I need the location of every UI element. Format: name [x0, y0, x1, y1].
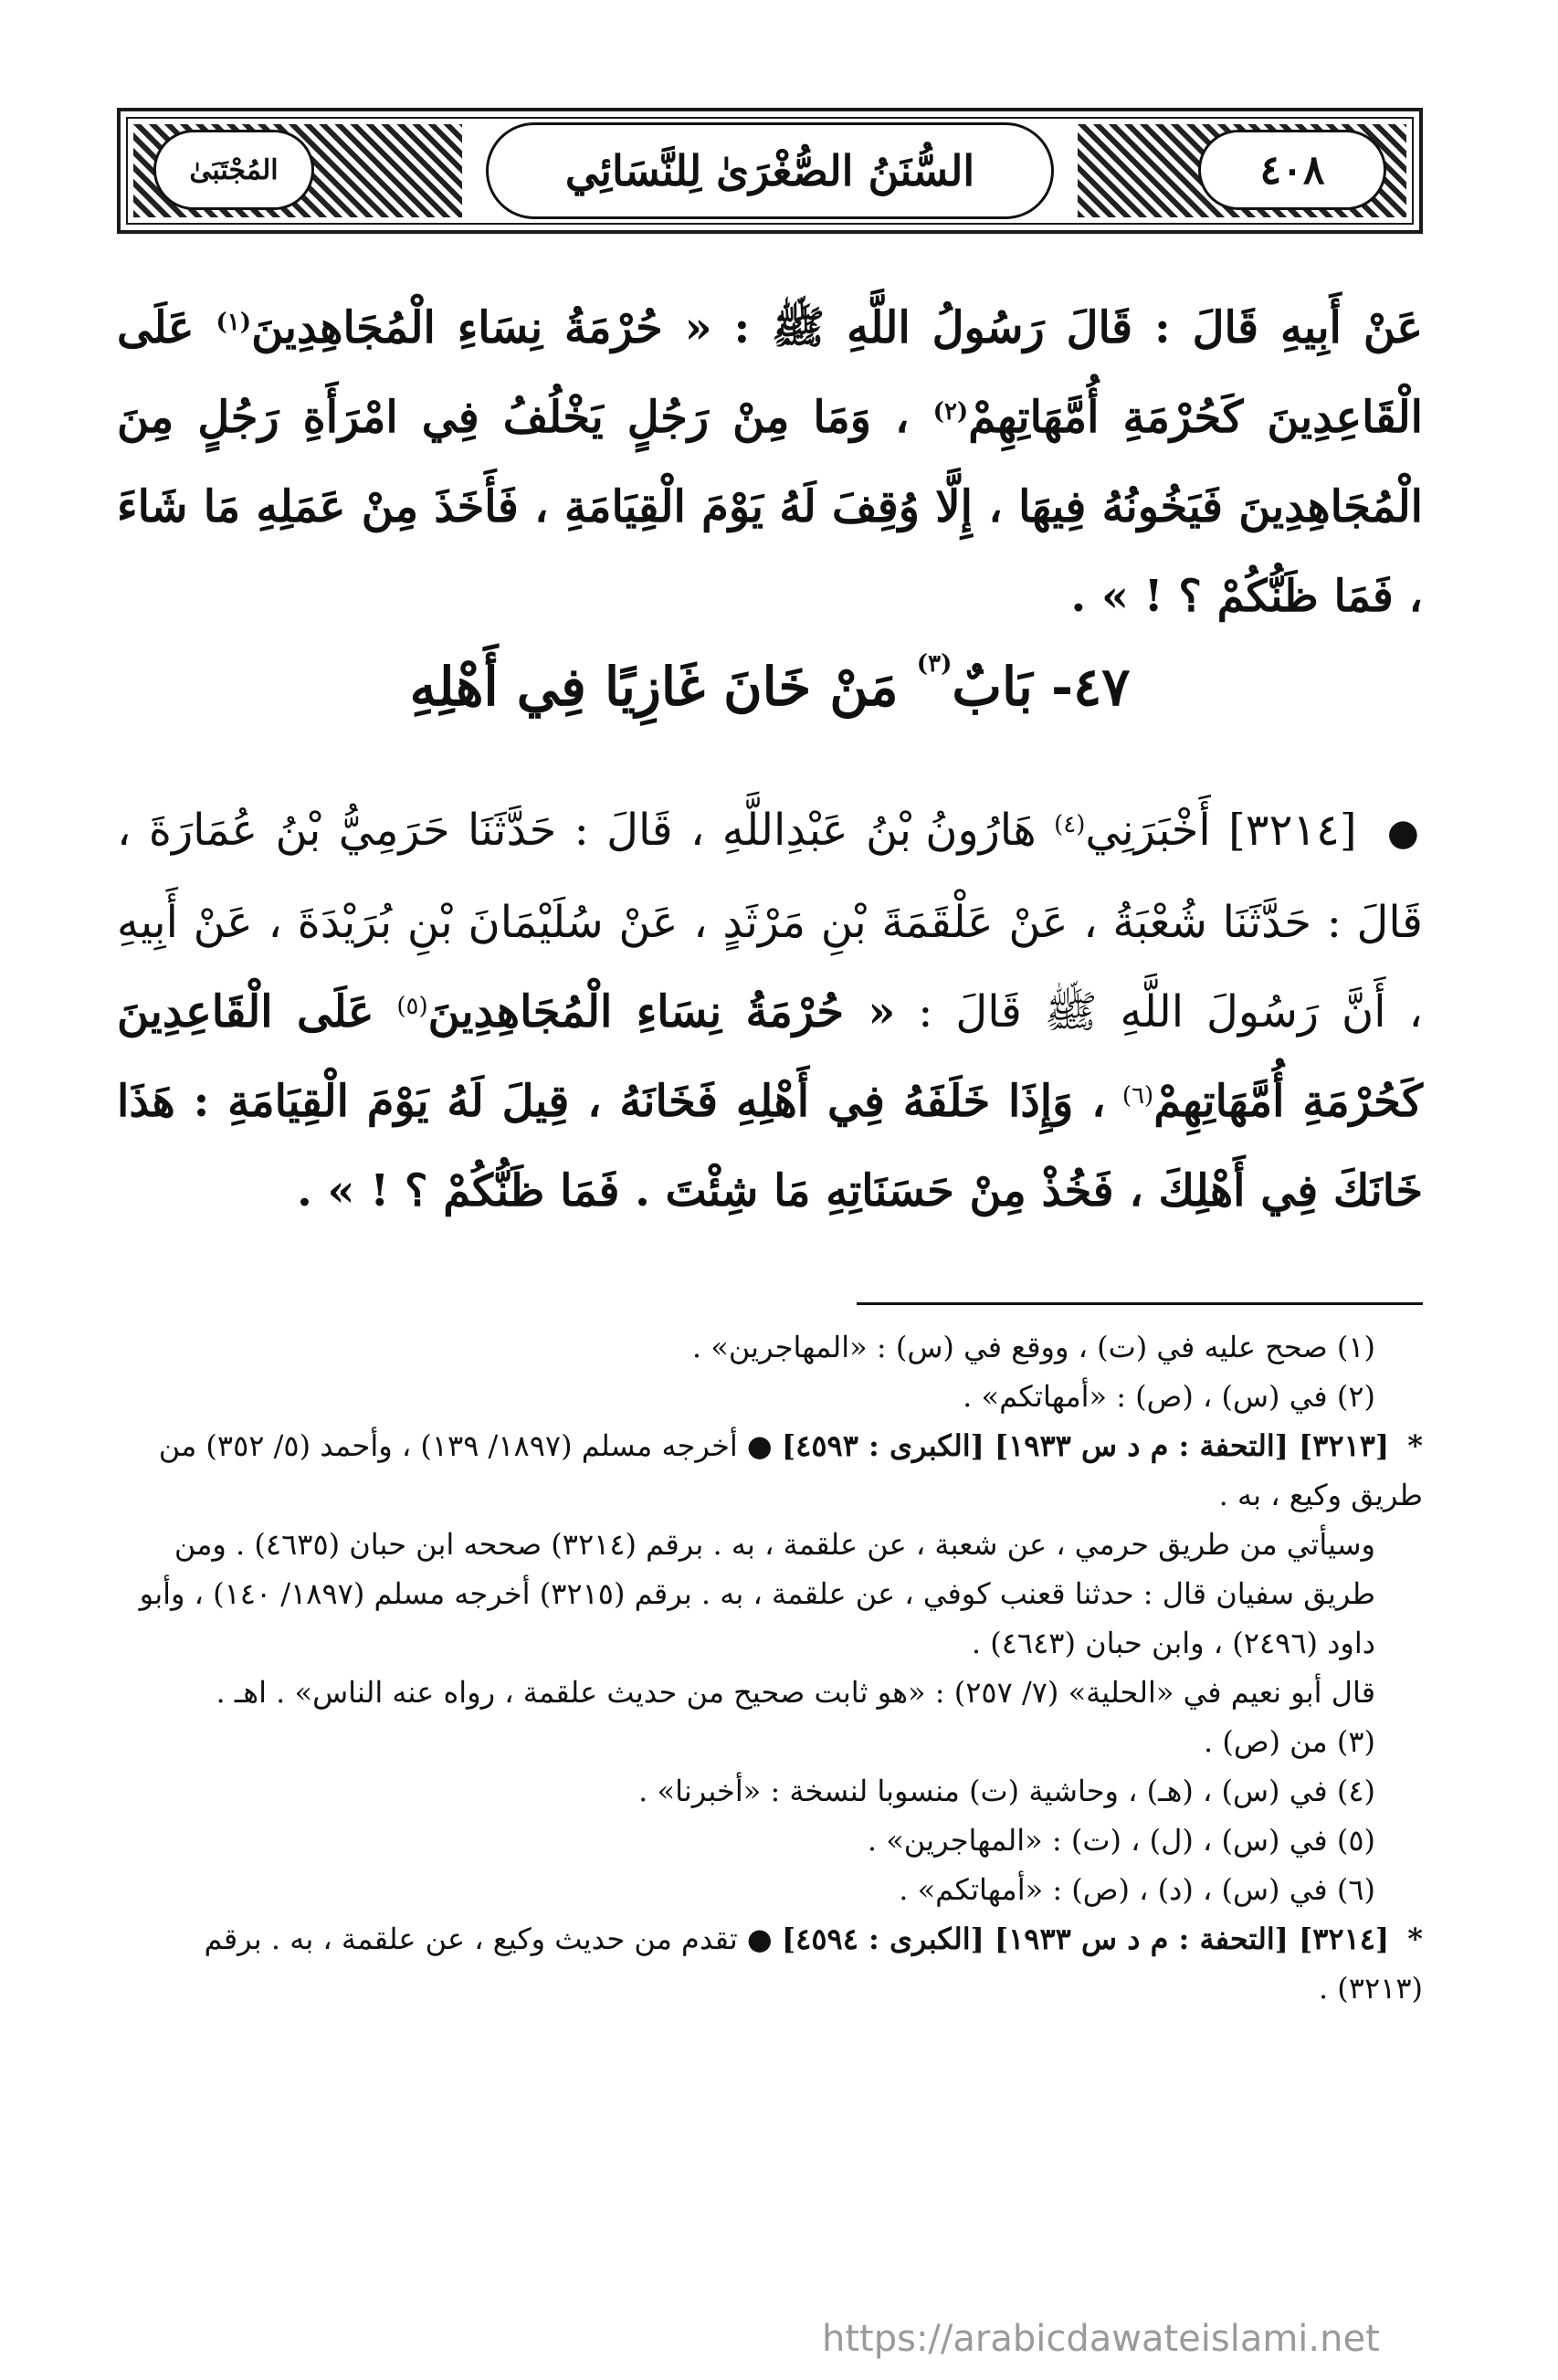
note-ref-6: (٦) — [1121, 1082, 1154, 1110]
note-ref-2: (٢) — [932, 398, 969, 426]
matn-part3: ، وَإِذَا خَلَفَهُ فِي أَهْلِهِ فَخَانَهُ ، قِيلَ لَهُ يَوْمَ الْقِيَامَةِ : هَذَا خَانَكَ فِي أَهْلِكَ ، فَخُذْ مِنْ حَسَنَاتِهِ مَا شِئْتَ . فَمَا ظَنُّكُمْ ؟ ! » . — [117, 1076, 1423, 1216]
footnote-2: (٢) في (س) ، (ص) : «أمهاتكم» . — [963, 1379, 1375, 1414]
matn-part2: عَلَى الْقَاعِدِينَ كَحُرْمَةِ أُمَّهَاتِهِمْ — [117, 986, 1423, 1127]
takhrij-3214-ref: [٣٢١٤] [التحفة : م د س ١٩٣٣] [الكبرى : ٤٥٩٤] — [782, 1922, 1390, 1956]
note-ref-5: (٥) — [396, 993, 428, 1020]
para1-line2: عَلَى الْقَاعِدِينَ كَحُرْمَةِ أُمَّهَاتِهِمْ — [117, 302, 1423, 443]
chapter-label: بَابٌ — [952, 656, 1033, 718]
footnote-3: (٣) من (ص) . — [1204, 1724, 1375, 1759]
asterisk-marker: * — [1407, 1428, 1423, 1463]
footnote-1: (١) صحح عليه في (ت) ، ووقع في (س) : «المهاجرين» . — [691, 1330, 1375, 1364]
isnad-text: هَارُونُ بْنُ عَبْدِاللَّهِ ، قَالَ : حَدَّثَنَا حَرَمِيُّ بْنُ عُمَارَةَ ، قَالَ : حَدَّثَنَا شُعْبَةُ ، عَنْ عَلْقَمَةَ بْنِ مَرْثَدٍ ، عَنْ سُلَيْمَانَ بْنِ بُرَيْدَةَ ، عَنْ أَبِيهِ ، أَنَّ رَسُولَ اللَّهِ ﷺ قَالَ : — [117, 805, 1423, 1037]
takhrij-3214 — [117, 1914, 1423, 2013]
note-ref-1: (١) — [216, 309, 252, 336]
akhbarani-word: أَخْبَرَنِي — [1085, 805, 1211, 856]
hadith-3213-text — [117, 283, 1423, 641]
page-number: ٤٠٨ — [1198, 130, 1386, 210]
takhrij-3213-more: وسيأتي من طريق حرمي ، عن شعبة ، عن علقمة ، به . برقم (٣٢١٤) صححه ابن حبان (٤٦٣٥) . ومن طريق سفيان قال : حدثنا قعنب كوفي ، عن علقمة ، به . برقم (٣٢١٥) أخرجه مسلم (١٨٩٧/ ١٤٠) ، وأبو داود (٢٤٩٦) ، وابن حبان (٤٦٤٣) . — [139, 1527, 1375, 1660]
chapter-number: ٤٧- — [1051, 656, 1131, 718]
footnote-separator — [857, 1302, 1423, 1305]
para1-line1: عَنْ أَبِيهِ قَالَ : قَالَ رَسُولُ اللَّهِ ﷺ : « حُرْمَةُ نِسَاءِ الْمُجَاهِدِينَ — [251, 302, 1423, 353]
takhrij-3214-text: ● تقدم من حديث وكيع ، عن علقمة ، به . برقم (٣٢١٣) . — [204, 1922, 1423, 2006]
asterisk-marker-2: * — [1407, 1922, 1423, 1956]
takhrij-3213 — [117, 1421, 1423, 1520]
page-header — [117, 108, 1423, 234]
footnote-5: (٥) في (س) ، (ل) ، (ت) : «المهاجرين» . — [867, 1823, 1375, 1858]
note-ref-4: (٤) — [1054, 811, 1086, 838]
book-name-emblem: المُجْتَبَىٰ — [153, 130, 314, 210]
footnotes-section — [117, 1322, 1423, 2013]
footnote-6: (٦) في (س) ، (د) ، (ص) : «أمهاتكم» . — [899, 1872, 1375, 1907]
takhrij-3213-ref: [٣٢١٣] [التحفة : م د س ١٩٣٣] [الكبرى : ٤٥٩٣] — [782, 1428, 1390, 1463]
chapter-heading — [117, 650, 1423, 718]
takhrij-3213-hilya: قال أبو نعيم في «الحلية» (٧/ ٢٥٧) : «هو ثابت صحيح من حديث علقمة ، رواه عنه الناس» . اهـ . — [216, 1675, 1375, 1710]
hadith-3214-text — [117, 785, 1423, 1236]
footnote-4: (٤) في (س) ، (هـ) ، وحاشية (ت) منسوبا لنسخة : «أخبرنا» . — [638, 1774, 1375, 1808]
hadith-number: [٣٢١٤] — [1228, 805, 1357, 856]
chapter-title: مَنْ خَانَ غَازِيًا فِي أَهْلِهِ — [409, 656, 899, 718]
watermark-url: https://arabicdawateislami.net — [822, 2318, 1380, 2360]
matn-part1: « حُرْمَةُ نِسَاءِ الْمُجَاهِدِينَ — [427, 986, 896, 1037]
takhrij-3213-text: ● أخرجه مسلم (١٨٩٧/ ١٣٩) ، وأحمد (٥/ ٣٥٢) من طريق وكيع ، به . — [158, 1428, 1423, 1512]
note-ref-3: (٣) — [916, 650, 953, 678]
para1-line3: ، وَمَا مِنْ رَجُلٍ يَخْلُفُ فِي امْرَأَةِ رَجُلٍ مِنَ الْمُجَاهِدِينَ فَيَخُونُهُ فِيهَا ، إِلَّا وُقِفَ لَهُ يَوْمَ الْقِيَامَةِ ، فَأَخَذَ مِنْ عَمَلِهِ مَا شَاءَ ، فَمَا ظَنُّكُمْ ؟ ! » . — [117, 392, 1424, 622]
bullet-marker: ● — [1387, 812, 1423, 854]
running-title: السُّنَنُ الصُّغْرَىٰ لِلنَّسَائِي — [486, 122, 1054, 219]
